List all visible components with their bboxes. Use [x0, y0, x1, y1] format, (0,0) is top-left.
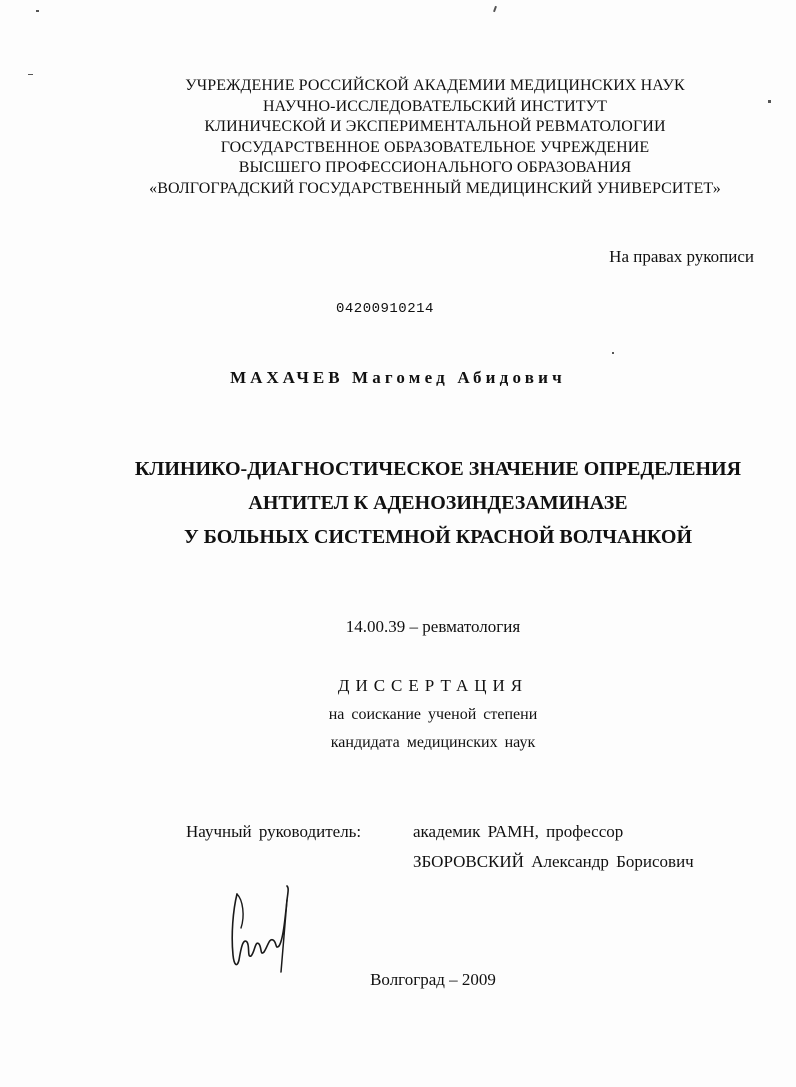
manuscript-rights-note: На правах рукописи	[609, 247, 754, 266]
scan-speck	[493, 6, 497, 12]
institution-line: КЛИНИЧЕСКОЙ И ЭКСПЕРИМЕНТАЛЬНОЙ РЕВМАТОЛОГИИ	[204, 118, 666, 135]
dissertation-heading: ДИССЕРТАЦИЯ	[337, 676, 529, 695]
institution-line: ВЫСШЕГО ПРОФЕССИОНАЛЬНОГО ОБРАЗОВАНИЯ	[238, 159, 632, 176]
city-year: Волгоград – 2009	[370, 970, 496, 989]
scan-speck	[612, 352, 614, 354]
supervisor-name: ЗБОРОВСКИЙ Александр Борисович	[413, 852, 694, 871]
dissertation-title	[60, 452, 796, 554]
supervisor-title: академик РАМН, профессор	[413, 822, 624, 841]
title-line: АНТИТЕЛ К АДЕНОЗИНДЕЗАМИНАЗЕ	[248, 492, 628, 514]
title-line: У БОЛЬНЫХ СИСТЕМНОЙ КРАСНОЙ ВОЛЧАНКОЙ	[183, 526, 693, 548]
institution-line: ГОСУДАРСТВЕННОЕ ОБРАЗОВАТЕЛЬНОЕ УЧРЕЖДЕНИЕ	[220, 138, 650, 156]
institution-line: НАУЧНО-ИССЛЕДОВАТЕЛЬСКИЙ ИНСТИТУТ	[263, 97, 607, 115]
institution-header	[100, 76, 770, 199]
institution-line: УЧРЕЖДЕНИЕ РОССИЙСКОЙ АКАДЕМИИ МЕДИЦИНСКИХ НАУК	[185, 77, 685, 94]
specialty-code: 14.00.39 – ревматология	[345, 617, 521, 636]
institution-line: «ВОЛГОГРАДСКИЙ ГОСУДАРСТВЕННЫЙ МЕДИЦИНСКИЙ УНИВЕРСИТЕТ»	[149, 179, 721, 197]
degree-line-2: кандидата медицинских наук	[330, 734, 536, 751]
handwritten-signature	[225, 880, 305, 980]
author-name	[0, 368, 796, 388]
registration-code: 04200910214	[336, 301, 434, 317]
supervisor-label: Научный руководитель:	[186, 822, 362, 841]
author-surname: МАХАЧЕВ	[230, 368, 344, 387]
degree-line-1: на соискание ученой степени	[328, 706, 538, 723]
author-given-names: Магомед Абидович	[351, 368, 566, 387]
title-line: КЛИНИКО-ДИАГНОСТИЧЕСКОЕ ЗНАЧЕНИЕ ОПРЕДЕЛЕНИЯ	[134, 458, 742, 480]
scan-speck	[36, 10, 39, 12]
scan-speck	[28, 74, 33, 75]
